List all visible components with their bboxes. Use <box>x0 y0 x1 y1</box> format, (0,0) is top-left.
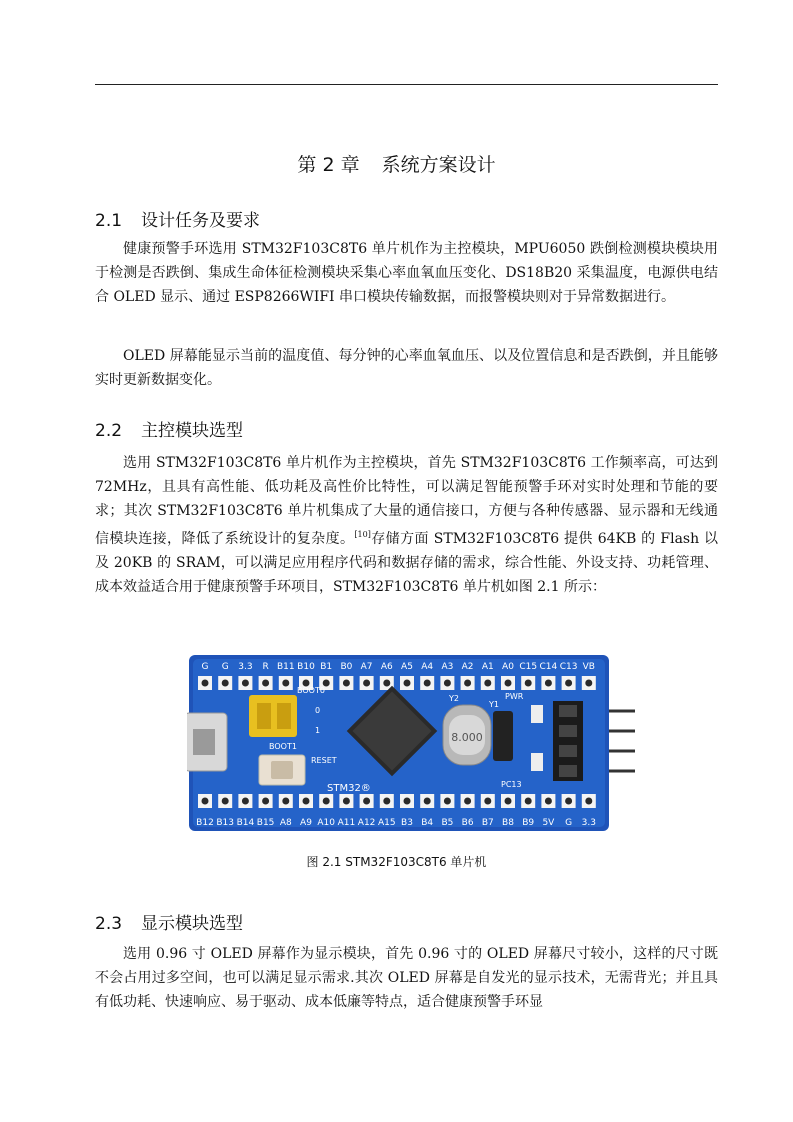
paragraph-text: 存储方面 STM32F103C8T6 提供 64KB 的 Flash 以及 20KB 的 SRAM，可以满足应用程序代码和数据存储的需求，综合性能、外设支持、功耗管理、成本效益适合用于健康预警手环项目，STM32F103C8T6 单片机如图 2.1 所示： <box>95 531 718 595</box>
stm32-board-photo <box>187 653 637 833</box>
top-pin-hole-center <box>424 680 431 687</box>
section-number: 2.2 <box>95 421 123 441</box>
section-number: 2.3 <box>95 914 123 934</box>
top-pin-label: A6 <box>380 662 393 672</box>
paragraph: 选用 0.96 寸 OLED 屏幕作为显示模块，首先 0.96 寸的 OLED 屏幕尺寸较小，这样的尺寸既不会占用过多空间，也可以满足显示需求.其次 OLED 屏幕是自发光的显示技术，无需背光；并且具有低功耗、快速响应、易于驱动、成本低廉等特点，适合健康预警手环显 <box>95 946 718 1010</box>
bottom-pin-hole-center <box>585 798 592 805</box>
top-pin-label: A1 <box>481 662 494 672</box>
bottom-pin-label: B6 <box>461 818 474 828</box>
paragraph-text: 选用 STM32F103C8T6 单片机作为主控模块，首先 STM32F103C8T6 工作频率高，可达到 72MHz，且具有高性能、低功耗及高性价比特性，可以满足智能预警手环对实时处理和节能的要求；其次 STM32F103C8T6 单片机集成了大量的通信接口，方便与各种传感器、显示器和无线通信模块连接，降低了系统设计的复杂度。 <box>95 455 718 548</box>
top-pin-hole-center <box>505 680 512 687</box>
bottom-pin-hole-center <box>343 798 350 805</box>
bottom-pin-label: A11 <box>337 818 356 828</box>
bottom-pin-hole-center <box>444 798 451 805</box>
bottom-pin-hole-center <box>222 798 229 805</box>
bottom-pin-label: B14 <box>236 818 255 828</box>
top-pin-hole-center <box>383 680 390 687</box>
bottom-pin-hole-center <box>424 798 431 805</box>
top-pin-label: C14 <box>539 662 558 672</box>
top-pin-label: C13 <box>559 662 578 672</box>
bottom-pin-hole-center <box>242 798 249 805</box>
header-rule <box>95 84 718 85</box>
top-pin-label: B0 <box>340 662 353 672</box>
bottom-pin-label: B15 <box>256 818 275 828</box>
paragraph: 健康预警手环选用 STM32F103C8T6 单片机作为主控模块，MPU6050 跌倒检测模块模块用于检测是否跌倒、集成生命体征检测模块采集心率血氧血压变化、DS18B20 采集温度，电源供电结合 OLED 显示、通过 ESP8266WIFI 串口模块传输数据，而报警模块则对于异常数据进行。 <box>95 241 718 305</box>
section-heading-2-1 <box>95 206 260 231</box>
figure-caption: 图 2.1 STM32F103C8T6 单片机 <box>306 855 487 869</box>
chapter-number: 第 2 章 <box>297 154 360 176</box>
bottom-pin-label: G <box>565 818 573 828</box>
bottom-pin-label: B3 <box>401 818 413 828</box>
top-pin-hole-center <box>404 680 411 687</box>
top-pin-label: VB <box>582 662 595 672</box>
top-pin-hole-center <box>525 680 532 687</box>
top-pin-label: A7 <box>360 662 373 672</box>
boot1-label: BOOT1 <box>269 742 297 751</box>
citation: [10] <box>354 530 371 540</box>
stm32-label: STM32® <box>327 783 371 794</box>
bottom-pin-hole-center <box>505 798 512 805</box>
bottom-pin-label: A8 <box>279 818 292 828</box>
top-pin-hole-center <box>484 680 491 687</box>
bottom-pin-label: A10 <box>317 818 336 828</box>
top-pin-label: A5 <box>401 662 413 672</box>
bottom-pin-label: B9 <box>522 818 535 828</box>
bottom-pin-label: 3.3 <box>581 818 596 828</box>
bottom-pin-label: B13 <box>216 818 235 828</box>
bottom-pin-label: B4 <box>421 818 434 828</box>
bottom-pin-hole-center <box>202 798 209 805</box>
bottom-pin-hole-center <box>464 798 471 805</box>
section-heading-2-2 <box>95 416 243 441</box>
top-pin-hole-center <box>262 680 269 687</box>
bottom-pin-label: B12 <box>196 818 214 828</box>
bottom-pin-hole-center <box>404 798 411 805</box>
top-pin-hole-center <box>282 680 289 687</box>
paragraph <box>95 452 718 600</box>
bottom-pin-label: B7 <box>481 818 494 828</box>
top-pin-hole-center <box>565 680 572 687</box>
bottom-pin-label: B8 <box>502 818 514 828</box>
top-pin-label: B1 <box>320 662 333 672</box>
top-pin-hole-center <box>202 680 209 687</box>
top-pin-label: R <box>262 662 269 672</box>
top-pin-label: B10 <box>297 662 315 672</box>
bottom-pin-hole-center <box>282 798 289 805</box>
top-pin-label: G <box>221 662 229 672</box>
top-pin-hole-center <box>222 680 229 687</box>
reset-label: RESET <box>311 756 337 765</box>
bottom-pin-hole-center <box>303 798 310 805</box>
bottom-pin-hole-center <box>545 798 552 805</box>
bottom-pin-hole-center <box>383 798 390 805</box>
section-title: 设计任务及要求 <box>141 211 260 231</box>
bottom-pin-hole-center <box>565 798 572 805</box>
top-pin-hole-center <box>343 680 350 687</box>
top-pin-hole-center <box>242 680 249 687</box>
top-pin-label: A3 <box>441 662 454 672</box>
top-pin-label: C15 <box>519 662 538 672</box>
bottom-pin-hole-center <box>262 798 269 805</box>
crystal-value: 8.000 <box>451 731 483 744</box>
paragraph: OLED 屏幕能显示当前的温度值、每分钟的心率血氧血压、以及位置信息和是否跌倒，并且能够实时更新数据变化。 <box>95 348 718 388</box>
top-pin-label: G <box>201 662 209 672</box>
chapter-name: 系统方案设计 <box>381 154 496 176</box>
bottom-pin-hole-center <box>484 798 491 805</box>
section-heading-2-3 <box>95 909 243 934</box>
top-pin-label: 3.3 <box>238 662 253 672</box>
top-pin-label: B11 <box>276 662 295 672</box>
top-pin-hole-center <box>444 680 451 687</box>
top-pin-label: A4 <box>421 662 434 672</box>
top-pin-label: A2 <box>461 662 474 672</box>
chapter-title <box>0 150 793 177</box>
pwr-label: PWR <box>505 692 524 701</box>
bottom-pin-label: 5V <box>542 818 555 828</box>
top-pin-hole-center <box>545 680 552 687</box>
bottom-pin-hole-center <box>363 798 370 805</box>
top-pin-hole-center <box>363 680 370 687</box>
bottom-pin-label: B5 <box>441 818 454 828</box>
bottom-pin-hole-center <box>323 798 330 805</box>
bottom-pin-label: A9 <box>300 818 312 828</box>
pc13-label: PC13 <box>501 780 522 789</box>
section-title: 显示模块选型 <box>141 914 243 934</box>
top-pin-label: A0 <box>502 662 514 672</box>
jumper0-label: 0 <box>315 706 321 715</box>
y1-label: Y1 <box>489 700 499 709</box>
boot0-label: BOOT0 <box>297 686 325 695</box>
bottom-pin-label: A12 <box>357 818 376 828</box>
section-number: 2.1 <box>95 211 123 231</box>
bottom-pin-label: A15 <box>377 818 396 828</box>
top-pin-hole-center <box>585 680 592 687</box>
bottom-pin-hole-center <box>525 798 532 805</box>
section-title: 主控模块选型 <box>141 421 243 441</box>
crystal-label: Y2 <box>449 694 459 703</box>
top-pin-hole-center <box>464 680 471 687</box>
jumper1-label: 1 <box>315 726 321 735</box>
